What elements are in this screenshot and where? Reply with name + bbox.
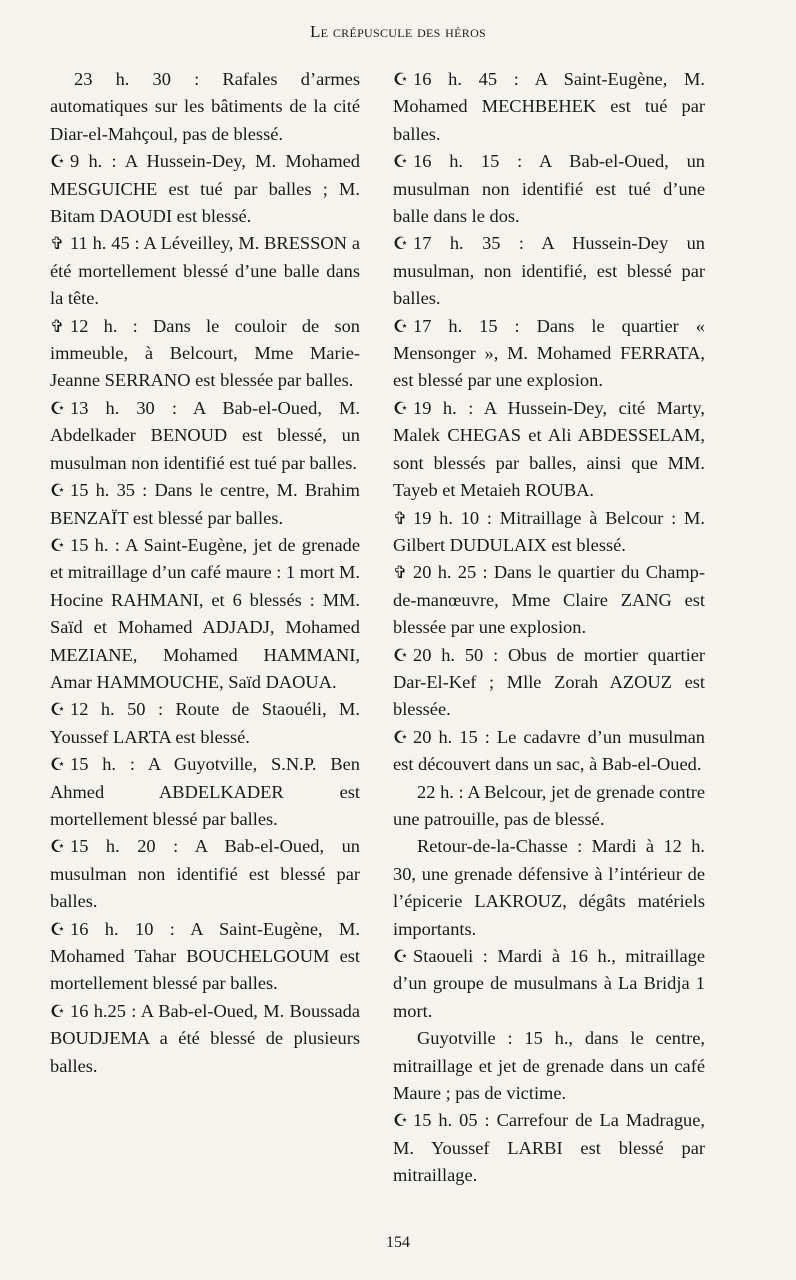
entry-text: 15 h. 35 : Dans le centre, M. Brahim BENZAÏT est blessé par balles. xyxy=(50,480,360,528)
cross-icon: ✞ xyxy=(393,563,408,583)
chronicle-entry xyxy=(50,477,360,532)
chronicle-entry xyxy=(50,833,360,915)
cross-icon: ✞ xyxy=(393,508,408,528)
crescent-icon: ☪ xyxy=(50,398,66,418)
right-column xyxy=(393,66,705,1190)
crescent-icon: ☪ xyxy=(50,152,66,172)
entry-text: 19 h. : A Hussein-Dey, cité Marty, Malek CHEGAS et Ali ABDESSELAM, sont blessés par balles, ainsi que MM. Tayeb et Metaieh ROUBA. xyxy=(393,397,705,501)
chronicle-entry xyxy=(393,833,705,943)
entry-text: 17 h. 35 : A Hussein-Dey un musulman, non identifié, est blessé par balles. xyxy=(393,233,705,309)
entry-text: 15 h. : A Guyotville, S.N.P. Ben Ahmed ABDELKADER est mortellement blessé par balles. xyxy=(50,754,360,829)
entry-text: 12 h. 50 : Route de Staouéli, M. Youssef LARTA est blessé. xyxy=(50,699,360,747)
chronicle-entry xyxy=(393,1107,705,1189)
entry-text: 15 h. : A Saint-Eugène, jet de grenade et mitraillage d’un café maure : 1 mort M. Hocine RAHMANI, et 6 blessés : MM. Saïd et Mohamed ADJADJ, Mohamed MEZIANE, Mohamed HAMMANI, Amar HAMMOUCHE, Saïd DAOUA. xyxy=(50,534,360,692)
crescent-icon: ☪ xyxy=(393,152,409,172)
chronicle-entry xyxy=(50,532,360,696)
chronicle-entry xyxy=(50,696,360,751)
entry-text: 22 h. : A Belcour, jet de grenade contre une patrouille, pas de blessé. xyxy=(393,781,705,829)
cross-icon: ✞ xyxy=(50,234,65,254)
crescent-icon: ☪ xyxy=(393,234,409,254)
chronicle-entry xyxy=(393,642,705,724)
entry-text: 19 h. 10 : Mitraillage à Belcour : M. Gilbert DUDULAIX est blessé. xyxy=(393,507,705,555)
crescent-icon: ☪ xyxy=(393,1111,409,1131)
running-header xyxy=(0,22,796,42)
chronicle-entry xyxy=(50,916,360,998)
crescent-icon: ☪ xyxy=(50,919,66,939)
chronicle-entry xyxy=(393,724,705,779)
crescent-icon: ☪ xyxy=(50,481,66,501)
crescent-icon: ☪ xyxy=(393,398,409,418)
entry-text: 12 h. : Dans le couloir de son immeuble, à Belcourt, Mme Marie-Jeanne SERRANO est blessée par balles. xyxy=(50,315,360,391)
chronicle-entry xyxy=(393,395,705,505)
chronicle-entry xyxy=(393,559,705,641)
entry-text: 9 h. : A Hussein-Dey, M. Mohamed MESGUICHE est tué par balles ; M. Bitam DAOUDI est blessé. xyxy=(50,151,360,227)
chronicle-entry xyxy=(50,148,360,230)
entry-text: 20 h. 25 : Dans le quartier du Champ-de-manœuvre, Mme Claire ZANG est blessée par une explosion. xyxy=(393,562,705,638)
chronicle-entry xyxy=(50,313,360,395)
chronicle-entry xyxy=(393,779,705,834)
crescent-icon: ☪ xyxy=(393,316,409,336)
chronicle-entry xyxy=(50,998,360,1080)
entry-text: 16 h. 45 : A Saint-Eugène, M. Mohamed MECHBEHEK est tué par balles. xyxy=(393,69,705,144)
entry-text: 20 h. 15 : Le cadavre d’un musulman est découvert dans un sac, à Bab-el-Oued. xyxy=(393,726,705,775)
entry-text: 23 h. 30 : Rafales d’armes automatiques sur les bâtiments de la cité Diar-el-Mahçoul, pas de blessé. xyxy=(50,69,360,144)
entry-text: 16 h. 10 : A Saint-Eugène, M. Mohamed Tahar BOUCHELGOUM est mortellement blessé par balles. xyxy=(50,918,360,994)
entry-text: 11 h. 45 : A Léveilley, M. BRESSON a été mortellement blessé d’une balle dans la tête. xyxy=(50,233,360,309)
chronicle-entry xyxy=(50,66,360,148)
chronicle-entry xyxy=(393,1025,705,1107)
crescent-icon: ☪ xyxy=(50,837,66,857)
chronicle-entry xyxy=(50,395,360,477)
entry-text: 17 h. 15 : Dans le quartier « Mensonger », M. Mohamed FERRATA, est blessé par une explosion. xyxy=(393,315,705,391)
chronicle-entry xyxy=(393,943,705,1025)
page-number: 154 xyxy=(386,1234,410,1251)
left-column xyxy=(50,66,360,1080)
chronicle-entry xyxy=(393,230,705,312)
crescent-icon: ☪ xyxy=(50,755,66,775)
crescent-icon: ☪ xyxy=(393,947,409,966)
entry-text: 15 h. 05 : Carrefour de La Madrague, M. Youssef LARBI est blessé par mitraillage. xyxy=(393,1110,705,1186)
entry-text: 16 h.25 : A Bab-el-Oued, M. Boussada BOUDJEMA a été blessé de plusieurs balles. xyxy=(50,1000,360,1076)
chronicle-entry xyxy=(50,751,360,833)
entry-text: Guyotville : 15 h., dans le centre, mitraillage et jet de grenade dans un café Maure ; pas de victime. xyxy=(393,1028,705,1104)
chronicle-entry xyxy=(393,505,705,560)
chronicle-entry xyxy=(393,148,705,230)
entry-text: Staoueli : Mardi à 16 h., mitraillage d’un groupe de musulmans à La Bridja 1 mort. xyxy=(393,946,705,1021)
entry-text: Retour-de-la-Chasse : Mardi à 12 h. 30, une grenade défensive à l’intérieur de l’épicerie LAKROUZ, dégâts matériels importants. xyxy=(393,836,705,939)
cross-icon: ✞ xyxy=(50,316,65,336)
entry-text: 20 h. 50 : Obus de mortier quartier Dar-El-Kef ; Mlle Zorah AZOUZ est blessée. xyxy=(393,644,705,720)
crescent-icon: ☪ xyxy=(50,700,66,720)
entry-text: 13 h. 30 : A Bab-el-Oued, M. Abdelkader BENOUD est blessé, un musulman non identifié est tué par balles. xyxy=(50,397,360,473)
chronicle-entry xyxy=(50,230,360,312)
entry-text: 16 h. 15 : A Bab-el-Oued, un musulman non identifié est tué d’une balle dans le dos. xyxy=(393,151,705,227)
entry-text: 15 h. 20 : A Bab-el-Oued, un musulman non identifié est blessé par balles. xyxy=(50,836,360,912)
crescent-icon: ☪ xyxy=(393,645,409,665)
running-header-title: Le crépuscule des héros xyxy=(309,22,487,41)
crescent-icon: ☪ xyxy=(393,727,409,747)
chronicle-entry xyxy=(393,66,705,148)
chronicle-entry xyxy=(393,313,705,395)
crescent-icon: ☪ xyxy=(50,535,66,555)
crescent-icon: ☪ xyxy=(50,1001,66,1021)
crescent-icon: ☪ xyxy=(393,70,409,89)
